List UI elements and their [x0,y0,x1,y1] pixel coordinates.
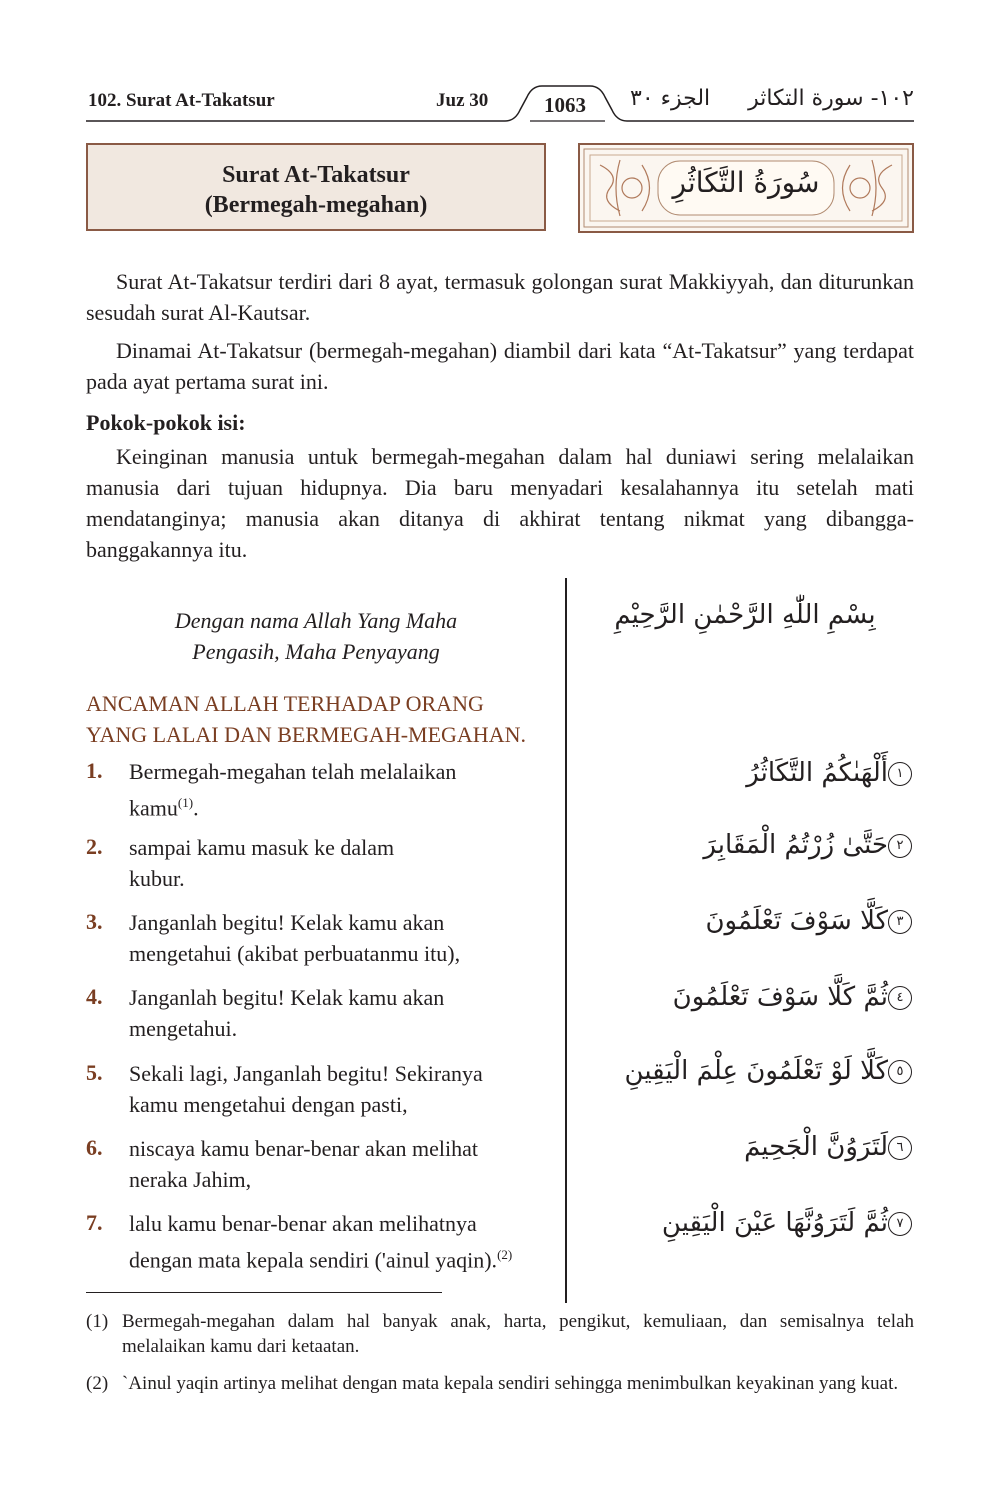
verse-line: niscaya kamu benar-benar akan melihat [129,1136,478,1161]
intro-paragraph-1: Surat At-Takatsur terdiri dari 8 ayat, termasuk golongan surat Makkiyyah, dan diturunkan sesudah surat Al-Kautsar. [86,269,914,325]
verse-line [129,1239,549,1275]
surah-title-box [86,143,546,231]
verse-line: mengetahui (akibat perbuatanmu itu), [129,941,461,966]
header-juz-arabic: الجزء ٣٠ [630,86,711,111]
verse-line-end: . [193,795,199,821]
verse-arabic [662,1208,914,1238]
footnote-rule [86,1292,442,1293]
verse-translation [129,1133,549,1195]
column-divider [565,578,567,1303]
verse-translation [129,1208,549,1275]
verse-translation [129,1058,549,1120]
ayah-number-icon: ٤ [888,986,912,1010]
verse-line: Bermegah-megahan telah melalaikan [129,759,457,784]
verse-arabic-text: كَلَّا لَوْ تَعْلَمُونَ عِلْمَ الْيَقِينِ [624,1056,888,1086]
header-rule [0,0,1000,140]
verse-number: 1. [86,758,103,783]
verse-line: Janganlah begitu! Kelak kamu akan [129,910,445,935]
footnote-text: `Ainul yaqin artinya melihat dengan mata kepala sendiri sehingga menimbulkan keyakinan yang kuat. [122,1373,899,1394]
footnote [86,1309,914,1359]
surah-title-arabic: سُورَةُ التَّكَاثُرِ [672,166,820,199]
verse-number: 3. [86,909,103,934]
ayah-number-icon: ٧ [888,1212,912,1236]
footnote-ref: (2) [497,1247,513,1262]
verse-line: Sekali lagi, Janganlah begitu! Sekiranya [129,1061,483,1086]
verse-arabic-text: أَلْهَىٰكُمُ التَّكَاثُرُ [746,758,888,788]
verse-arabic-text: ثُمَّ كَلَّا سَوْفَ تَعْلَمُونَ [672,982,888,1012]
footnote [86,1371,914,1396]
verse-number: 6. [86,1135,103,1160]
verse-line: lalu kamu benar-benar akan melihatnya [129,1211,477,1236]
basmala-line-2: Pengasih, Maha Penyayang [192,639,440,664]
footnote-text: Bermegah-megahan dalam hal banyak anak, harta, pengikut, kemuliaan, dan semisalnya telah melalaikan kamu dari ketaatan. [122,1311,914,1357]
verse-number: 4. [86,984,103,1009]
contents-heading: Pokok-pokok isi: [86,410,246,435]
basmala-translation [86,605,546,667]
section-heading [86,688,556,750]
verse-line: kubur. [129,866,185,891]
ayah-number-icon: ٢ [888,834,912,858]
verse-number: 5. [86,1060,103,1085]
ayah-number-icon: ٥ [888,1060,912,1084]
verse-line [129,787,549,823]
ayah-number-icon: ١ [888,762,912,786]
intro-paragraph-2: Dinamai At-Takatsur (bermegah-megahan) diambil dari kata “At-Takatsur” yang terdapat pada ayat pertama surat ini. [86,338,914,394]
verse-arabic-text: لَتَرَوُنَّ الْجَحِيمَ [744,1132,888,1162]
verse-translation [129,832,549,894]
verse-line: sampai kamu masuk ke dalam [129,835,395,860]
verse-line-text: dengan mata kepala sendiri ('ainul yaqin). [129,1247,498,1273]
footnote-ref: (1) [177,795,194,810]
verse-arabic-text: حَتَّىٰ زُرْتُمُ الْمَقَابِرَ [703,830,888,860]
verse-arabic-text: ثُمَّ لَتَرَوُنَّهَا عَيْنَ الْيَقِينِ [661,1208,888,1238]
ayah-number-icon: ٦ [888,1136,912,1160]
verse-arabic [703,830,914,860]
surah-title-meaning: (Bermegah-megahan) [204,192,428,218]
page-number: 1063 [544,93,586,117]
section-heading-line-2: YANG LALAI DAN BERMEGAH-MEGAHAN. [86,722,526,747]
header-juz-latin: Juz 30 [436,90,489,111]
verse-arabic [625,1056,914,1086]
verse-line: kamu mengetahui dengan pasti, [129,1092,408,1117]
header-surah-arabic: ١٠٢- سورة التكاثر [748,86,914,111]
header-surah-latin: 102. Surat At-Takatsur [88,90,275,111]
verse-arabic [746,758,914,788]
verse-arabic [705,906,914,936]
ayah-number-icon: ٣ [888,910,912,934]
verse-number: 7. [86,1210,103,1235]
verse-line-text: kamu [129,795,178,821]
footnote-mark: (2) [86,1373,109,1394]
surah-title-name: Surat At-Takatsur [222,162,410,188]
verse-arabic [744,1132,914,1162]
verse-translation [129,756,549,823]
verse-line: Janganlah begitu! Kelak kamu akan [129,985,445,1010]
verse-translation [129,907,549,969]
verse-arabic-text: كَلَّا سَوْفَ تَعْلَمُونَ [705,906,888,936]
contents-paragraph: Keinginan manusia untuk bermegah-megahan dalam hal duniawi sering melalaikan manusia dari tujuan hidupnya. Dia baru menyadari kesalahannya itu setelah mati mendatanginya; manusia akan ditanya di akhirat tentang nikmat yang dibangga-banggakannya itu. [86,444,914,562]
basmala-line-1: Dengan nama Allah Yang Maha [174,608,458,633]
verse-number: 2. [86,834,103,859]
section-heading-line-1: ANCAMAN ALLAH TERHADAP ORANG [86,691,484,716]
verse-line: mengetahui. [129,1016,238,1041]
verse-arabic [673,982,914,1012]
verse-line: neraka Jahim, [129,1167,252,1192]
footnote-mark: (1) [86,1311,109,1332]
basmala-arabic: بِسْمِ اللّٰهِ الرَّحْمٰنِ الرَّحِيْمِ [614,600,876,630]
verse-translation [129,982,549,1044]
